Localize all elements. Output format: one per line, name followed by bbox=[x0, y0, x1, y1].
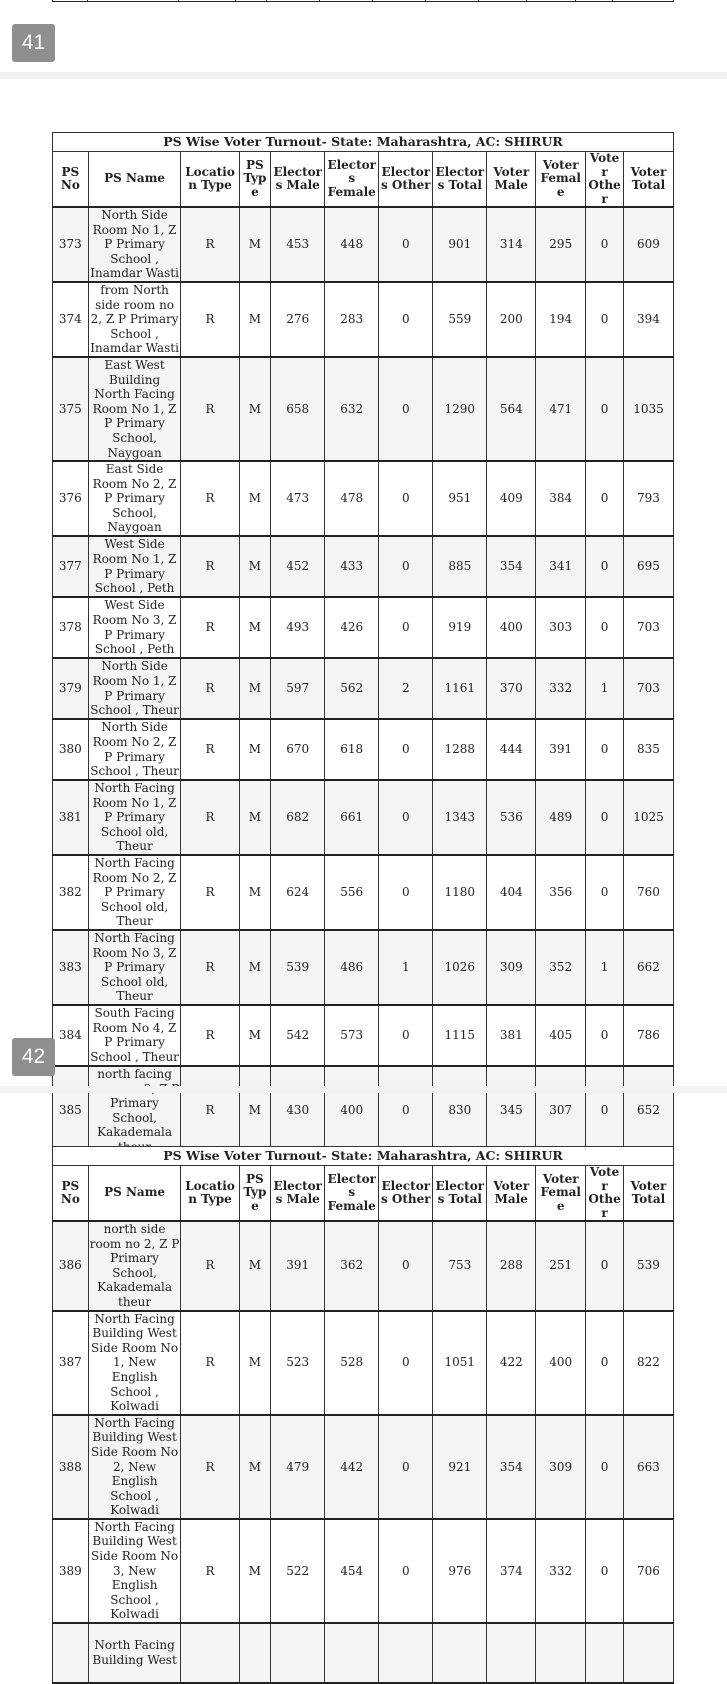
cell-electors-other: 0 bbox=[379, 536, 433, 597]
cell-ps-type: M bbox=[239, 855, 271, 930]
column-header-location-type: Location Type bbox=[181, 152, 239, 208]
column-header-electors-female: Electors Female bbox=[325, 1166, 379, 1222]
column-header-row bbox=[53, 152, 674, 208]
cell-voter-other: 1 bbox=[586, 930, 624, 1005]
cell-voter-male: 400 bbox=[487, 597, 536, 658]
cell-ps-name: West Side Room No 1, Z P Primary School , Peth bbox=[88, 536, 181, 597]
column-header-voter-female: Voter Female bbox=[536, 152, 586, 208]
cell-ps-no: 385 bbox=[53, 1066, 89, 1156]
voter-turnout-table bbox=[52, 1146, 674, 1684]
cell-electors-total: 1343 bbox=[433, 780, 487, 855]
cell-voter-other: 0 bbox=[586, 536, 624, 597]
column-header-voter-female: Voter Female bbox=[536, 1166, 586, 1222]
cell-electors-total: 919 bbox=[433, 597, 487, 658]
cell-voter-total: 760 bbox=[623, 855, 673, 930]
cell-voter-female: 400 bbox=[536, 1311, 586, 1415]
column-header-location-type: Location Type bbox=[181, 1166, 239, 1222]
cell-electors-male: 473 bbox=[271, 461, 325, 536]
cell-voter-total: 706 bbox=[623, 1519, 673, 1623]
cell-ps-type: M bbox=[239, 1519, 271, 1623]
cell-ps-type: M bbox=[239, 1415, 271, 1519]
table-row bbox=[53, 719, 674, 780]
cell-ps-name: North Facing Room No 1, Z P Primary School old, Theur bbox=[88, 780, 181, 855]
table-title: PS Wise Voter Turnout- State: Maharashtra, AC: SHIRUR bbox=[53, 1147, 674, 1166]
cell-electors-male bbox=[271, 1623, 325, 1683]
cell-electors-female: 283 bbox=[325, 282, 379, 357]
cell-ps-type: M bbox=[239, 1066, 271, 1156]
cell-ps-type: M bbox=[239, 282, 271, 357]
cell-electors-male: 522 bbox=[271, 1519, 325, 1623]
cell-voter-other bbox=[586, 1623, 624, 1683]
cell-electors-other: 0 bbox=[379, 1066, 433, 1156]
cell-ps-name: North Side Room No 1, Z P Primary School , Theur bbox=[88, 658, 181, 719]
cell-electors-female bbox=[325, 1623, 379, 1683]
cell-voter-male: 404 bbox=[487, 855, 536, 930]
table-row bbox=[53, 357, 674, 461]
cell-electors-male: 670 bbox=[271, 719, 325, 780]
cell-location-type: R bbox=[181, 658, 239, 719]
cell-electors-female: 426 bbox=[325, 597, 379, 658]
cell-voter-male: 381 bbox=[487, 1005, 536, 1066]
cell-electors-female: 486 bbox=[325, 930, 379, 1005]
cell-voter-other: 1 bbox=[586, 658, 624, 719]
cell-location-type: R bbox=[181, 1415, 239, 1519]
table-row bbox=[53, 207, 674, 282]
table-row bbox=[53, 597, 674, 658]
cell-location-type: R bbox=[181, 855, 239, 930]
cell-electors-other: 0 bbox=[379, 357, 433, 461]
cell-electors-total: 753 bbox=[433, 1221, 487, 1311]
cell-ps-type: M bbox=[239, 658, 271, 719]
cell-voter-total: 822 bbox=[623, 1311, 673, 1415]
cell-ps-name: North Facing Room No 3, Z P Primary School old, Theur bbox=[88, 930, 181, 1005]
cell-voter-female: 194 bbox=[536, 282, 586, 357]
column-header-voter-other: Voter Other bbox=[586, 1166, 624, 1222]
cell-electors-other: 0 bbox=[379, 1221, 433, 1311]
cell-electors-total: 1115 bbox=[433, 1005, 487, 1066]
cell-voter-total: 703 bbox=[623, 658, 673, 719]
cell-ps-name: South Facing Room No 4, Z P Primary School , Theur bbox=[88, 1005, 181, 1066]
cell-voter-male: 345 bbox=[487, 1066, 536, 1156]
cell-voter-other: 0 bbox=[586, 1005, 624, 1066]
cell-ps-name: north side room no 2, Z P Primary School, Kakademala theur bbox=[89, 1222, 180, 1309]
cell-ps-no: 381 bbox=[53, 780, 89, 855]
cell-ps-type: M bbox=[239, 461, 271, 536]
table-row bbox=[53, 1519, 674, 1623]
column-header-voter-male: Voter Male bbox=[487, 1166, 536, 1222]
cell-ps-no: 378 bbox=[53, 597, 89, 658]
cell-ps-type bbox=[239, 1623, 271, 1683]
cell-ps-no: 383 bbox=[53, 930, 89, 1005]
table-row bbox=[53, 1005, 674, 1066]
cell-voter-male: 422 bbox=[487, 1311, 536, 1415]
cell-voter-female: 356 bbox=[536, 855, 586, 930]
table-row bbox=[53, 658, 674, 719]
cell-electors-other: 1 bbox=[379, 930, 433, 1005]
column-header-electors-total: Electors Total bbox=[433, 1166, 487, 1222]
cell-voter-other: 0 bbox=[586, 461, 624, 536]
cell-electors-total: 921 bbox=[433, 1415, 487, 1519]
cell-electors-female: 478 bbox=[325, 461, 379, 536]
cell-ps-no: 382 bbox=[53, 855, 89, 930]
cell-voter-male: 444 bbox=[487, 719, 536, 780]
cell-electors-total: 951 bbox=[433, 461, 487, 536]
cell-electors-female: 562 bbox=[325, 658, 379, 719]
cell-ps-no: 388 bbox=[53, 1415, 89, 1519]
cell-electors-female: 556 bbox=[325, 855, 379, 930]
cell-ps-no: 374 bbox=[53, 282, 89, 357]
cell-ps-type: M bbox=[239, 207, 271, 282]
column-header-ps-no: PS No bbox=[53, 1166, 89, 1222]
cell-voter-male: 288 bbox=[487, 1221, 536, 1311]
cell-electors-total: 1288 bbox=[433, 719, 487, 780]
cell-ps-name: North Facing Building West Side Room No 1, New English School , Kolwadi bbox=[88, 1311, 181, 1415]
cell-location-type bbox=[181, 1623, 239, 1683]
cell-voter-total: 1035 bbox=[623, 357, 673, 461]
cell-electors-other: 2 bbox=[379, 658, 433, 719]
cell-voter-male: 309 bbox=[487, 930, 536, 1005]
cell-voter-other: 0 bbox=[586, 780, 624, 855]
cell-voter-male: 374 bbox=[487, 1519, 536, 1623]
table-row bbox=[53, 461, 674, 536]
cell-electors-male: 523 bbox=[271, 1311, 325, 1415]
table-row bbox=[53, 536, 674, 597]
cell-voter-other: 0 bbox=[586, 1066, 624, 1156]
cell-electors-female: 362 bbox=[325, 1221, 379, 1311]
cell-ps-name: West Side Room No 3, Z P Primary School , Peth bbox=[88, 597, 181, 658]
cell-ps-type: M bbox=[239, 1005, 271, 1066]
cell-voter-male: 354 bbox=[487, 1415, 536, 1519]
column-header-electors-male: Electors Male bbox=[271, 1166, 325, 1222]
cell-voter-male: 370 bbox=[487, 658, 536, 719]
cell-voter-other: 0 bbox=[586, 207, 624, 282]
cell-location-type: R bbox=[181, 1221, 239, 1311]
page-42-table-container bbox=[52, 1146, 674, 1668]
cell-voter-female: 341 bbox=[536, 536, 586, 597]
cell-ps-no: 387 bbox=[53, 1311, 89, 1415]
cell-electors-total: 1161 bbox=[433, 658, 487, 719]
cell-electors-total bbox=[433, 1623, 487, 1683]
column-header-ps-name: PS Name bbox=[88, 1166, 181, 1222]
cell-electors-male: 493 bbox=[271, 597, 325, 658]
cell-ps-no: 377 bbox=[53, 536, 89, 597]
cell-ps-no: 386 bbox=[53, 1221, 89, 1311]
table-row bbox=[53, 930, 674, 1005]
cell-electors-male: 430 bbox=[271, 1066, 325, 1156]
cell-voter-female: 405 bbox=[536, 1005, 586, 1066]
table-row bbox=[53, 1415, 674, 1519]
cell-voter-female: 489 bbox=[536, 780, 586, 855]
cell-electors-male: 539 bbox=[271, 930, 325, 1005]
cell-ps-type: M bbox=[239, 780, 271, 855]
cell-voter-total: 539 bbox=[623, 1221, 673, 1311]
cell-voter-other: 0 bbox=[586, 597, 624, 658]
cell-location-type: R bbox=[181, 719, 239, 780]
column-header-ps-name: PS Name bbox=[88, 152, 181, 208]
cell-electors-male: 479 bbox=[271, 1415, 325, 1519]
cell-electors-total: 559 bbox=[433, 282, 487, 357]
cell-voter-total: 394 bbox=[623, 282, 673, 357]
cell-electors-female: 448 bbox=[325, 207, 379, 282]
page-41-table-container bbox=[52, 132, 674, 1140]
cell-electors-male: 682 bbox=[271, 780, 325, 855]
column-header-ps-type: PS Type bbox=[239, 152, 271, 208]
cell-electors-total: 1180 bbox=[433, 855, 487, 930]
cell-location-type: R bbox=[181, 930, 239, 1005]
table-row bbox=[53, 282, 674, 357]
cell-electors-other: 0 bbox=[379, 1519, 433, 1623]
column-header-electors-total: Electors Total bbox=[433, 152, 487, 208]
cell-voter-total: 703 bbox=[623, 597, 673, 658]
cell-ps-no: 375 bbox=[53, 357, 89, 461]
cell-voter-total: 695 bbox=[623, 536, 673, 597]
cell-location-type: R bbox=[181, 597, 239, 658]
cell-electors-other: 0 bbox=[379, 597, 433, 658]
cell-voter-male: 354 bbox=[487, 536, 536, 597]
cell-ps-name: North Facing Building West bbox=[88, 1623, 181, 1683]
cell-electors-male: 658 bbox=[271, 357, 325, 461]
table-row bbox=[53, 1311, 674, 1415]
column-header-ps-no: PS No bbox=[53, 152, 89, 208]
cell-electors-male: 624 bbox=[271, 855, 325, 930]
cell-voter-male: 564 bbox=[487, 357, 536, 461]
cell-voter-female: 251 bbox=[536, 1221, 586, 1311]
cell-ps-no: 379 bbox=[53, 658, 89, 719]
cell-voter-total: 1025 bbox=[623, 780, 673, 855]
cell-voter-female: 303 bbox=[536, 597, 586, 658]
cell-location-type: R bbox=[181, 207, 239, 282]
cell-electors-other: 0 bbox=[379, 1415, 433, 1519]
cell-ps-no bbox=[53, 1623, 89, 1683]
cell-location-type: R bbox=[181, 1005, 239, 1066]
cell-voter-male: 536 bbox=[487, 780, 536, 855]
cell-electors-other: 0 bbox=[379, 780, 433, 855]
cell-ps-type: M bbox=[239, 597, 271, 658]
cell-location-type: R bbox=[181, 357, 239, 461]
cell-electors-male: 542 bbox=[271, 1005, 325, 1066]
column-header-electors-other: Electors Other bbox=[379, 152, 433, 208]
cell-electors-other: 0 bbox=[379, 719, 433, 780]
column-header-ps-type: PS Type bbox=[239, 1166, 271, 1222]
cell-ps-no: 384 bbox=[53, 1005, 89, 1066]
cell-ps-no: 373 bbox=[53, 207, 89, 282]
cell-voter-female: 352 bbox=[536, 930, 586, 1005]
cell-voter-female bbox=[536, 1623, 586, 1683]
cell-electors-female: 661 bbox=[325, 780, 379, 855]
table-row bbox=[53, 855, 674, 930]
cell-electors-other bbox=[379, 1623, 433, 1683]
cell-electors-female: 433 bbox=[325, 536, 379, 597]
table-row bbox=[53, 780, 674, 855]
cell-location-type: R bbox=[181, 1311, 239, 1415]
cell-ps-name: North Side Room No 1, Z P Primary School , Inamdar Wasti bbox=[88, 207, 181, 282]
cell-ps-no: 380 bbox=[53, 719, 89, 780]
cell-electors-total: 976 bbox=[433, 1519, 487, 1623]
cell-electors-total: 830 bbox=[433, 1066, 487, 1156]
cell-electors-total: 885 bbox=[433, 536, 487, 597]
table-row bbox=[53, 1066, 674, 1156]
cell-location-type: R bbox=[181, 1519, 239, 1623]
cell-voter-male: 314 bbox=[487, 207, 536, 282]
cell-voter-female: 295 bbox=[536, 207, 586, 282]
column-header-electors-male: Electors Male bbox=[271, 152, 325, 208]
cell-location-type: R bbox=[181, 461, 239, 536]
cell-electors-female: 632 bbox=[325, 357, 379, 461]
cell-location-type: R bbox=[181, 536, 239, 597]
cell-voter-male bbox=[487, 1623, 536, 1683]
cell-ps-no: 376 bbox=[53, 461, 89, 536]
column-header-voter-other: Voter Other bbox=[586, 152, 624, 208]
cell-electors-female: 454 bbox=[325, 1519, 379, 1623]
cell-voter-total: 652 bbox=[623, 1066, 673, 1156]
cell-voter-female: 384 bbox=[536, 461, 586, 536]
cell-voter-female: 471 bbox=[536, 357, 586, 461]
page-number-badge: 41 bbox=[12, 24, 55, 62]
cell-ps-name: North Side Room No 2, Z P Primary School , Theur bbox=[88, 719, 181, 780]
column-header-row bbox=[53, 1166, 674, 1222]
cell-electors-total: 1051 bbox=[433, 1311, 487, 1415]
cell-voter-other: 0 bbox=[586, 1311, 624, 1415]
cell-ps-name: East Side Room No 2, Z P Primary School, Naygoan bbox=[88, 461, 181, 536]
cell-electors-other: 0 bbox=[379, 1005, 433, 1066]
cell-voter-total: 793 bbox=[623, 461, 673, 536]
cell-ps-no: 389 bbox=[53, 1519, 89, 1623]
voter-turnout-table bbox=[52, 132, 674, 1157]
cell-ps-name: North Facing Room No 2, Z P Primary School old, Theur bbox=[88, 855, 181, 930]
cell-electors-female: 573 bbox=[325, 1005, 379, 1066]
column-header-electors-female: Electors Female bbox=[325, 152, 379, 208]
cell-voter-male: 200 bbox=[487, 282, 536, 357]
table-title: PS Wise Voter Turnout- State: Maharashtra, AC: SHIRUR bbox=[53, 133, 674, 152]
cell-ps-type: M bbox=[239, 1311, 271, 1415]
cell-ps-name: from North side room no 2, Z P Primary School , Inamdar Wasti bbox=[88, 282, 181, 357]
cell-electors-other: 0 bbox=[379, 1311, 433, 1415]
cell-electors-other: 0 bbox=[379, 207, 433, 282]
cell-ps-type: M bbox=[239, 1221, 271, 1311]
cell-electors-male: 452 bbox=[271, 536, 325, 597]
cell-electors-female: 528 bbox=[325, 1311, 379, 1415]
cell-location-type: R bbox=[181, 780, 239, 855]
cell-voter-other: 0 bbox=[586, 719, 624, 780]
table-row bbox=[53, 1623, 674, 1683]
cell-voter-other: 0 bbox=[586, 855, 624, 930]
cell-voter-total bbox=[623, 1623, 673, 1683]
cell-voter-total: 663 bbox=[623, 1415, 673, 1519]
cell-electors-female: 400 bbox=[325, 1066, 379, 1156]
cell-location-type: R bbox=[181, 1066, 239, 1156]
cell-ps-name: North Facing Building West Side Room No 3, New English School , Kolwadi bbox=[88, 1519, 181, 1623]
cell-electors-female: 442 bbox=[325, 1415, 379, 1519]
cell-voter-male: 409 bbox=[487, 461, 536, 536]
cell-voter-other: 0 bbox=[586, 1221, 624, 1311]
cell-voter-other: 0 bbox=[586, 282, 624, 357]
cell-electors-other: 0 bbox=[379, 855, 433, 930]
cell-voter-female: 391 bbox=[536, 719, 586, 780]
cell-electors-male: 597 bbox=[271, 658, 325, 719]
cell-voter-female: 332 bbox=[536, 658, 586, 719]
cell-voter-total: 662 bbox=[623, 930, 673, 1005]
cell-ps-type: M bbox=[239, 930, 271, 1005]
cell-electors-male: 276 bbox=[271, 282, 325, 357]
cell-ps-type: M bbox=[239, 719, 271, 780]
cell-electors-female: 618 bbox=[325, 719, 379, 780]
cell-voter-other: 0 bbox=[586, 357, 624, 461]
table-row bbox=[53, 1221, 674, 1311]
page-number-badge: 42 bbox=[12, 1038, 55, 1076]
column-header-voter-total: Voter Total bbox=[623, 1166, 673, 1222]
cell-electors-total: 1026 bbox=[433, 930, 487, 1005]
page-separator bbox=[0, 72, 727, 79]
cell-voter-female: 332 bbox=[536, 1519, 586, 1623]
column-header-electors-other: Electors Other bbox=[379, 1166, 433, 1222]
cell-ps-name: north facing Primary School, Kakademala bbox=[88, 1066, 181, 1156]
cell-voter-total: 835 bbox=[623, 719, 673, 780]
cell-electors-other: 0 bbox=[379, 282, 433, 357]
cell-voter-female: 309 bbox=[536, 1415, 586, 1519]
previous-table-bottom-edge bbox=[52, 0, 674, 2]
cell-voter-total: 609 bbox=[623, 207, 673, 282]
cell-voter-other: 0 bbox=[586, 1415, 624, 1519]
page-separator bbox=[0, 1086, 727, 1093]
cell-location-type: R bbox=[181, 282, 239, 357]
cell-voter-total: 786 bbox=[623, 1005, 673, 1066]
cell-ps-name: North Facing Building West Side Room No 2, New English School , Kolwadi bbox=[88, 1415, 181, 1519]
cell-electors-male: 453 bbox=[271, 207, 325, 282]
cell-voter-other: 0 bbox=[586, 1519, 624, 1623]
cell-voter-female: 307 bbox=[536, 1066, 586, 1156]
cell-electors-male: 391 bbox=[271, 1221, 325, 1311]
column-header-voter-total: Voter Total bbox=[623, 152, 673, 208]
cell-ps-name: East West Building North Facing Room No 1, Z P Primary School, Naygoan bbox=[88, 357, 181, 461]
column-header-voter-male: Voter Male bbox=[487, 152, 536, 208]
cell-ps-type: M bbox=[239, 357, 271, 461]
cell-electors-total: 901 bbox=[433, 207, 487, 282]
cell-electors-other: 0 bbox=[379, 461, 433, 536]
cell-ps-type: M bbox=[239, 536, 271, 597]
cell-electors-total: 1290 bbox=[433, 357, 487, 461]
